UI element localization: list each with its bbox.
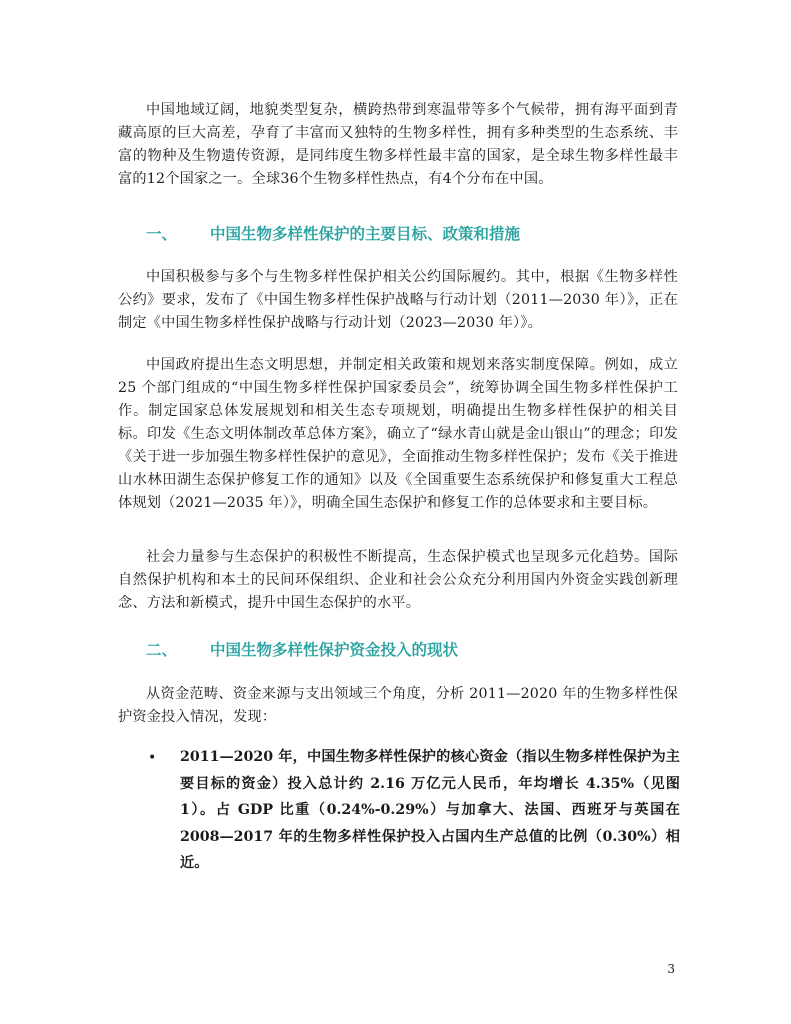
section-2-title: 中国生物多样性保护资金投入的现状 bbox=[210, 641, 459, 659]
section-1-number: 一、 bbox=[146, 225, 178, 243]
section-2-heading bbox=[146, 638, 458, 660]
section-2-number: 二、 bbox=[146, 641, 178, 659]
bullet-dot: • bbox=[148, 750, 157, 766]
section-2-intro-paragraph: 从资金范畴、资金来源与支出领域三个角度，分析 2011—2020 年的生物多样性保护资金投入情况，发现： bbox=[118, 686, 678, 725]
section-2-bullet-1: 2011—2020 年，中国生物多样性保护的核心资金（指以生物多样性保护为主要目标的资金）投入总计约 2.16 万亿元人民币，年均增长 4.35%（见图 1）。占 GDP 比重（0.24%-0.29%）与加拿大、法国、西班牙与英国在 2008—2017 年的生物多样性保护投入占国内生产总值的比例（0.30%）相近。 bbox=[180, 749, 680, 871]
section-1-heading bbox=[146, 222, 520, 244]
page-number: 3 bbox=[667, 962, 675, 976]
section-1-paragraph-1: 中国积极参与多个与生物多样性保护相关公约国际履约。其中，根据《生物多样性公约》要求，发布了《中国生物多样性保护战略与行动计划（2011—2030 年）》，正在制定《中国生物多样性保护战略与行动计划（2023—2030 年）》。 bbox=[118, 269, 678, 331]
intro-paragraph: 中国地域辽阔，地貌类型复杂，横跨热带到寒温带等多个气候带，拥有海平面到青藏高原的巨大高差，孕育了丰富而又独特的生物多样性，拥有多种类型的生态系统、丰富的物种及生物遗传资源，是同纬度生物多样性最丰富的国家，是全球生物多样性最丰富的12个国家之一。全球36个生物多样性热点，有4个分布在中国。 bbox=[118, 102, 678, 187]
section-1-title: 中国生物多样性保护的主要目标、政策和措施 bbox=[210, 225, 521, 243]
section-1-paragraph-3: 社会力量参与生态保护的积极性不断提高，生态保护模式也呈现多元化趋势。国际自然保护机构和本土的民间环保组织、企业和社会公众充分利用国内外资金实践创新理念、方法和新模式，提升中国生态保护的水平。 bbox=[118, 549, 678, 611]
section-1-paragraph-2: 中国政府提出生态文明思想，并制定相关政策和规划来落实制度保障。例如，成立 25 个部门组成的“中国生物多样性保护国家委员会”，统筹协调全国生物多样性保护工作。制定国家总体发展规划和相关生态专项规划，明确提出生物多样性保护的相关目标。印发《生态文明体制改革总体方案》，确立了“绿水青山就是金山银山”的理念；印发《关于进一步加强生物多样性保护的意见》，全面推动生物多样性保护；发布《关于推进山水林田湖生态保护修复工作的通知》以及《全国重要生态系统保护和修复重大工程总体规划（2021—2035 年）》，明确全国生态保护和修复工作的总体要求和主要目标。 bbox=[118, 357, 678, 511]
